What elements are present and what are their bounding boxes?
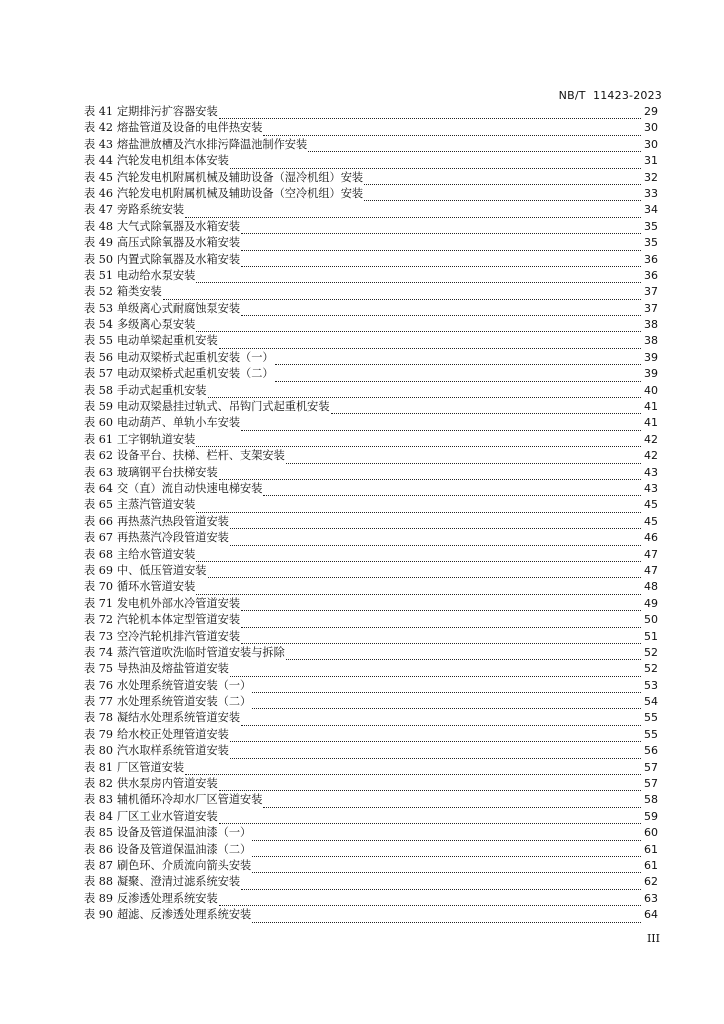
toc-entry-number: 表 62 (84, 449, 113, 463)
toc-entry-page: 35 (644, 219, 658, 233)
toc-entry-number: 表 86 (84, 842, 113, 856)
toc-entry-number: 表 53 (84, 301, 113, 315)
toc-entry[interactable] (84, 399, 658, 415)
dot-leader (230, 736, 641, 742)
toc-entry-page: 57 (644, 760, 658, 774)
toc-entry-page: 38 (644, 318, 658, 332)
toc-entry-title: 中、低压管道安装 (116, 563, 207, 577)
toc-entry-title: 单级离心式耐腐蚀泵安装 (116, 301, 241, 315)
toc-entry-title: 电动双梁悬挂过轨式、吊钩门式起重机安装 (116, 400, 330, 414)
toc-entry-title: 设备平台、扶梯、栏杆、支架安装 (116, 449, 285, 463)
dot-leader (241, 638, 641, 644)
toc-entry-number: 表 72 (84, 613, 113, 627)
toc-entry-number: 表 77 (84, 695, 113, 709)
toc-entry[interactable] (84, 596, 658, 612)
toc-entry-page: 36 (644, 268, 658, 282)
toc-entry-page: 39 (644, 350, 658, 364)
toc-entry-number: 表 89 (84, 891, 113, 905)
toc-entry-page: 57 (644, 777, 658, 791)
toc-entry[interactable] (84, 284, 658, 300)
toc-entry-page: 45 (644, 514, 658, 528)
toc-entry-title: 循环水管道安装 (116, 580, 196, 594)
toc-entry[interactable] (84, 809, 658, 825)
toc-entry-number: 表 54 (84, 318, 113, 332)
toc-entry-number: 表 56 (84, 350, 113, 364)
dot-leader (230, 671, 641, 677)
toc-entry-page: 52 (644, 662, 658, 676)
toc-entry[interactable] (84, 612, 658, 628)
toc-entry-title: 汽轮发电机附属机械及辅助设备（空冷机组）安装 (116, 186, 364, 200)
toc-entry-title: 汽轮发电机附属机械及辅助设备（湿冷机组）安装 (116, 170, 364, 184)
toc-entry[interactable] (84, 891, 658, 907)
toc-entry[interactable] (84, 579, 658, 595)
dot-leader (252, 851, 641, 857)
toc-entry-number: 表 70 (84, 580, 113, 594)
toc-entry[interactable] (84, 137, 658, 153)
toc-entry-title: 凝结水处理系统管道安装 (116, 711, 241, 725)
toc-entry[interactable] (84, 366, 658, 382)
toc-entry[interactable] (84, 104, 658, 120)
toc-entry-page: 63 (644, 891, 658, 905)
toc-entry-number: 表 50 (84, 252, 113, 266)
toc-entry-title: 内置式除氧器及水箱安装 (116, 252, 241, 266)
toc-entry-title: 主给水管道安装 (116, 547, 196, 561)
toc-entry-title: 电动单梁起重机安装 (116, 334, 218, 348)
toc-entry[interactable] (84, 448, 658, 464)
toc-entry[interactable] (84, 301, 658, 317)
toc-entry-title: 箱类安装 (116, 285, 162, 299)
toc-entry-page: 49 (644, 596, 658, 610)
toc-entry-number: 表 78 (84, 711, 113, 725)
toc-entry[interactable] (84, 186, 658, 202)
dot-leader (241, 605, 641, 611)
toc-entry-number: 表 64 (84, 481, 113, 495)
toc-entry-number: 表 76 (84, 678, 113, 692)
toc-entry-title: 玻璃钢平台扶梯安装 (116, 465, 218, 479)
toc-entry-page: 56 (644, 744, 658, 758)
dot-leader (241, 310, 641, 316)
dot-leader (263, 802, 641, 808)
toc-entry[interactable] (84, 415, 658, 431)
toc-entry-number: 表 85 (84, 826, 113, 840)
dot-leader (263, 490, 641, 496)
toc-entry-number: 表 58 (84, 383, 113, 397)
toc-entry-number: 表 42 (84, 121, 113, 135)
toc-entry-number: 表 52 (84, 285, 113, 299)
toc-entry-number: 表 48 (84, 219, 113, 233)
toc-entry-page: 30 (644, 121, 658, 135)
dot-leader (196, 441, 641, 447)
toc-entry-title: 发电机外部水冷管道安装 (116, 596, 241, 610)
toc-entry-number: 表 87 (84, 858, 113, 872)
toc-entry-title: 熔盐管道及设备的电伴热安装 (116, 121, 263, 135)
toc-entry[interactable] (84, 317, 658, 333)
toc-entry-page: 46 (644, 531, 658, 545)
toc-entry-title: 给水校正处理管道安装 (116, 727, 229, 741)
toc-entry-title: 再热蒸汽冷段管道安装 (116, 531, 229, 545)
toc-entry[interactable] (84, 465, 658, 481)
toc-entry-page: 37 (644, 285, 658, 299)
toc-entry-number: 表 41 (84, 105, 113, 118)
dot-leader (196, 556, 641, 562)
toc-entry-title: 厂区工业水管道安装 (116, 809, 218, 823)
toc-entry[interactable] (84, 497, 658, 513)
toc-entry-page: 45 (644, 498, 658, 512)
toc-entry-number: 表 49 (84, 236, 113, 250)
toc-entry-title: 电动葫芦、单轨小车安装 (116, 416, 241, 430)
toc-entry[interactable] (84, 842, 658, 858)
toc-entry-page: 37 (644, 301, 658, 315)
dot-leader (219, 785, 641, 791)
toc-entry-page: 61 (644, 858, 658, 872)
toc-entry-title: 超滤、反渗透处理系统安装 (116, 908, 252, 922)
toc-entry-page: 50 (644, 613, 658, 627)
toc-entry-number: 表 79 (84, 727, 113, 741)
toc-entry-number: 表 44 (84, 154, 113, 168)
toc-entry[interactable] (84, 530, 658, 546)
toc-entry-number: 表 81 (84, 760, 113, 774)
dot-leader (219, 818, 641, 824)
toc-entry[interactable] (84, 235, 658, 251)
dot-leader (230, 163, 641, 169)
toc-entry-number: 表 66 (84, 514, 113, 528)
toc-entry[interactable] (84, 825, 658, 841)
toc-entry-page: 30 (644, 137, 658, 151)
toc-entry-number: 表 69 (84, 563, 113, 577)
toc-entry-number: 表 51 (84, 268, 113, 282)
toc-entry-number: 表 82 (84, 777, 113, 791)
toc-entry-page: 60 (644, 826, 658, 840)
toc-entry-page: 54 (644, 695, 658, 709)
toc-entry-page: 33 (644, 186, 658, 200)
toc-entry-page: 47 (644, 547, 658, 561)
toc-entry[interactable] (84, 514, 658, 530)
toc-entry[interactable] (84, 678, 658, 694)
dot-leader (275, 359, 641, 365)
dot-leader (241, 228, 641, 234)
toc-entry-page: 29 (644, 105, 658, 118)
toc-entry-number: 表 47 (84, 203, 113, 217)
dot-leader (196, 589, 641, 595)
toc-entry[interactable] (84, 170, 658, 186)
dot-leader (364, 179, 641, 185)
toc-entry[interactable] (84, 645, 658, 661)
dot-leader (185, 212, 641, 218)
toc-entry-title: 再热蒸汽热段管道安装 (116, 514, 229, 528)
dot-leader (331, 408, 641, 414)
toc-entry[interactable] (84, 252, 658, 268)
toc-entry[interactable] (84, 432, 658, 448)
toc-entry-page: 42 (644, 449, 658, 463)
toc-entry-page: 59 (644, 809, 658, 823)
dot-leader (196, 507, 641, 513)
dot-leader (208, 572, 642, 578)
toc-entry-title: 主蒸汽管道安装 (116, 498, 196, 512)
toc-entry-page: 40 (644, 383, 658, 397)
toc-entry-title: 定期排污扩容器安装 (116, 105, 218, 118)
toc-entry-number: 表 59 (84, 400, 113, 414)
dot-leader (252, 835, 641, 841)
toc-entry-number: 表 45 (84, 170, 113, 184)
dot-leader (230, 540, 641, 546)
table-of-contents (84, 104, 658, 924)
dot-leader (286, 654, 641, 660)
dot-leader (263, 130, 641, 136)
toc-entry-title: 导热油及熔盐管道安装 (116, 662, 229, 676)
dot-leader (219, 474, 641, 480)
toc-entry-number: 表 83 (84, 793, 113, 807)
toc-entry-number: 表 60 (84, 416, 113, 430)
dot-leader (219, 343, 641, 349)
dot-leader (241, 245, 641, 251)
toc-entry-number: 表 61 (84, 432, 113, 446)
dot-leader (196, 277, 641, 283)
dot-leader (230, 753, 641, 759)
toc-entry-title: 旁路系统安装 (116, 203, 185, 217)
toc-entry-number: 表 46 (84, 186, 113, 200)
toc-entry-page: 41 (644, 400, 658, 414)
toc-entry[interactable] (84, 661, 658, 677)
toc-entry-page: 43 (644, 481, 658, 495)
toc-entry-page: 61 (644, 842, 658, 856)
toc-entry-number: 表 57 (84, 367, 113, 381)
toc-entry-page: 42 (644, 432, 658, 446)
toc-entry-page: 38 (644, 334, 658, 348)
toc-entry-number: 表 68 (84, 547, 113, 561)
toc-entry-title: 反渗透处理系统安装 (116, 891, 218, 905)
toc-entry-page: 41 (644, 416, 658, 430)
toc-entry-number: 表 63 (84, 465, 113, 479)
dot-leader (308, 146, 641, 152)
toc-entry[interactable] (84, 219, 658, 235)
toc-entry-title: 水处理系统管道安装（一） (116, 678, 252, 692)
toc-entry-page: 55 (644, 727, 658, 741)
toc-entry-number: 表 75 (84, 662, 113, 676)
toc-entry-page: 51 (644, 629, 658, 643)
toc-entry-page: 31 (644, 154, 658, 168)
dot-leader (241, 261, 641, 267)
toc-entry[interactable] (84, 268, 658, 284)
toc-entry[interactable] (84, 710, 658, 726)
toc-entry-title: 工字钢轨道安装 (116, 432, 196, 446)
toc-entry-title: 多级离心泵安装 (116, 318, 196, 332)
toc-entry[interactable] (84, 202, 658, 218)
toc-entry-page: 34 (644, 203, 658, 217)
dot-leader (241, 720, 641, 726)
toc-entry-page: 58 (644, 793, 658, 807)
toc-entry-number: 表 88 (84, 875, 113, 889)
toc-entry[interactable] (84, 792, 658, 808)
toc-entry-title: 电动双梁桥式起重机安装（二） (116, 367, 274, 381)
toc-entry-number: 表 67 (84, 531, 113, 545)
toc-entry-title: 凝聚、澄清过滤系统安装 (116, 875, 241, 889)
toc-entry-title: 空冷汽轮机排汽管道安装 (116, 629, 241, 643)
toc-entry-page: 47 (644, 563, 658, 577)
toc-entry-number: 表 55 (84, 334, 113, 348)
toc-entry-title: 辅机循环冷却水厂区管道安装 (116, 793, 263, 807)
toc-entry-page: 48 (644, 580, 658, 594)
toc-entry-page: 53 (644, 678, 658, 692)
toc-entry-title: 设备及管道保温油漆（二） (116, 842, 252, 856)
dot-leader (252, 687, 641, 693)
toc-entry-title: 供水泵房内管道安装 (116, 777, 218, 791)
dot-leader (196, 326, 641, 332)
toc-entry-title: 汽水取样系统管道安装 (116, 744, 229, 758)
toc-entry[interactable] (84, 547, 658, 563)
dot-leader (241, 425, 641, 431)
toc-entry-number: 表 80 (84, 744, 113, 758)
toc-entry[interactable] (84, 727, 658, 743)
toc-entry-title: 水处理系统管道安装（二） (116, 695, 252, 709)
toc-entry-title: 汽轮机本体定型管道安装 (116, 613, 241, 627)
toc-entry[interactable] (84, 153, 658, 169)
dot-leader (252, 867, 641, 873)
toc-entry[interactable] (84, 629, 658, 645)
toc-entry-title: 蒸汽管道吹洗临时管道安装与拆除 (116, 645, 285, 659)
dot-leader (275, 376, 641, 382)
toc-entry[interactable] (84, 383, 658, 399)
toc-entry[interactable] (84, 858, 658, 874)
toc-entry[interactable] (84, 874, 658, 890)
document-code: NB/T 11423-2023 (558, 89, 662, 102)
toc-entry[interactable] (84, 120, 658, 136)
toc-entry-page: 39 (644, 367, 658, 381)
toc-entry-page: 35 (644, 236, 658, 250)
dot-leader (252, 703, 641, 709)
dot-leader (219, 900, 641, 906)
toc-entry-page: 62 (644, 875, 658, 889)
toc-entry[interactable] (84, 563, 658, 579)
toc-entry-title: 电动双梁桥式起重机安装（一） (116, 350, 274, 364)
toc-entry-number: 表 74 (84, 645, 113, 659)
dot-leader (219, 113, 641, 119)
toc-entry-number: 表 84 (84, 809, 113, 823)
toc-entry[interactable] (84, 481, 658, 497)
page-folio: III (646, 932, 660, 945)
toc-entry-page: 55 (644, 711, 658, 725)
toc-entry-number: 表 65 (84, 498, 113, 512)
toc-entry[interactable] (84, 776, 658, 792)
toc-entry[interactable] (84, 760, 658, 776)
toc-entry-page: 43 (644, 465, 658, 479)
toc-entry-title: 手动式起重机安装 (116, 383, 207, 397)
toc-entry-title: 电动给水泵安装 (116, 268, 196, 282)
dot-leader (185, 769, 641, 775)
toc-entry-title: 汽轮发电机组本体安装 (116, 154, 229, 168)
dot-leader (241, 622, 641, 628)
dot-leader (252, 917, 641, 923)
toc-entry-number: 表 71 (84, 596, 113, 610)
toc-entry[interactable] (84, 694, 658, 710)
dot-leader (286, 458, 641, 464)
toc-entry-number: 表 73 (84, 629, 113, 643)
toc-entry-page: 36 (644, 252, 658, 266)
toc-entry-title: 刷色环、介质流向箭头安装 (116, 858, 252, 872)
toc-entry-title: 设备及管道保温油漆（一） (116, 826, 252, 840)
toc-entry-number: 表 90 (84, 908, 113, 922)
dot-leader (230, 523, 641, 529)
dot-leader (241, 884, 641, 890)
toc-entry[interactable] (84, 743, 658, 759)
toc-entry-title: 厂区管道安装 (116, 760, 185, 774)
toc-entry[interactable] (84, 350, 658, 366)
toc-entry-page: 64 (644, 908, 658, 922)
toc-entry-number: 表 43 (84, 137, 113, 151)
toc-entry-title: 大气式除氧器及水箱安装 (116, 219, 241, 233)
dot-leader (208, 392, 642, 398)
dot-leader (364, 195, 641, 201)
toc-entry-title: 熔盐泄放槽及汽水排污降温池制作安装 (116, 137, 308, 151)
toc-entry-title: 交（直）流自动快速电梯安装 (116, 481, 263, 495)
toc-entry[interactable] (84, 333, 658, 349)
toc-entry-title: 高压式除氧器及水箱安装 (116, 236, 241, 250)
toc-entry-page: 52 (644, 645, 658, 659)
dot-leader (163, 294, 641, 300)
toc-entry[interactable] (84, 907, 658, 923)
toc-entry-page: 32 (644, 170, 658, 184)
